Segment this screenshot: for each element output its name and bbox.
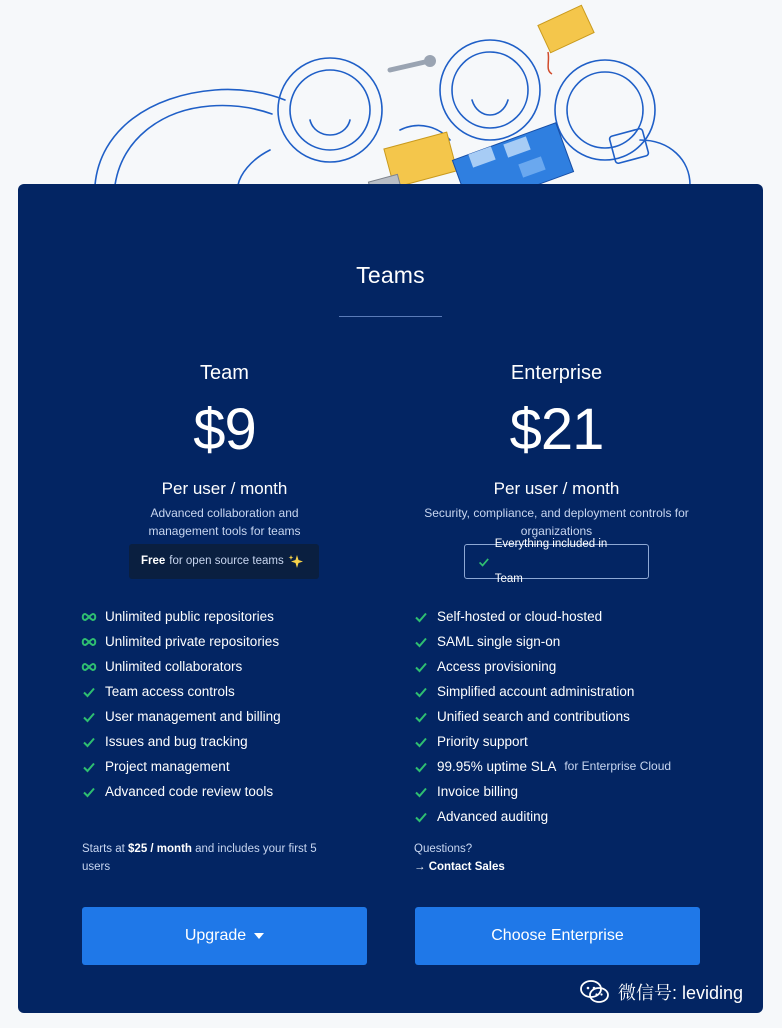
- list-item: [413, 779, 671, 804]
- feature-label: Simplified account administration: [437, 684, 635, 699]
- check-icon: [81, 759, 97, 775]
- list-item: [413, 729, 671, 754]
- feature-label: Access provisioning: [437, 659, 557, 674]
- check-icon: [477, 555, 491, 569]
- feature-label: Unlimited public repositories: [105, 609, 274, 624]
- team-plan-name: Team: [200, 362, 249, 384]
- list-item: [81, 704, 281, 729]
- list-item: [413, 704, 671, 729]
- caret-down-icon: [254, 933, 264, 939]
- check-icon: [413, 759, 429, 775]
- infinity-icon: [81, 659, 97, 675]
- check-icon: [413, 609, 429, 625]
- check-icon: [413, 784, 429, 800]
- list-item: [81, 729, 281, 754]
- check-icon: [413, 734, 429, 750]
- feature-label: Unlimited private repositories: [105, 634, 280, 649]
- free-badge-text: for open source teams: [169, 555, 284, 567]
- feature-label: Invoice billing: [437, 784, 519, 799]
- list-item: [81, 629, 281, 654]
- list-item: [413, 629, 671, 654]
- check-icon: [413, 809, 429, 825]
- team-plan-description: Advanced collaboration and management tools for teams: [148, 506, 301, 538]
- feature-label: Advanced auditing: [437, 809, 549, 824]
- list-item: [413, 604, 671, 629]
- card-title: Teams: [356, 262, 425, 288]
- infinity-icon: [81, 634, 97, 650]
- check-icon: [81, 784, 97, 800]
- enterprise-badge-text: Everything included in Team: [494, 537, 608, 585]
- team-plan-unit: Per user / month: [161, 479, 288, 498]
- wrench-icon: [390, 55, 436, 70]
- team-plan: [58, 360, 391, 540]
- team-plan-price: $9: [193, 397, 256, 462]
- feature-label: Self-hosted or cloud-hosted: [437, 609, 603, 624]
- free-open-source-badge: [129, 544, 319, 579]
- watermark-text: 微信号: leviding: [618, 983, 744, 1003]
- feature-label: Advanced code review tools: [105, 784, 274, 799]
- list-item: [413, 804, 671, 829]
- check-icon: [81, 684, 97, 700]
- check-icon: [413, 709, 429, 725]
- enterprise-feature-list: [413, 604, 671, 829]
- enterprise-plan-description: Security, compliance, and deployment controls for organizations: [424, 506, 689, 538]
- title-divider: [339, 316, 442, 317]
- feature-label: Team access controls: [105, 684, 235, 699]
- infinity-icon: [81, 609, 97, 625]
- feature-label: Project management: [105, 759, 230, 774]
- enterprise-plan-name: Enterprise: [510, 362, 603, 384]
- list-item: [81, 779, 281, 804]
- enterprise-plan: [390, 360, 723, 540]
- everything-included-badge: [464, 537, 649, 585]
- feature-label: Unlimited collaborators: [105, 659, 243, 674]
- team-feature-list: [81, 604, 281, 804]
- list-item: [81, 604, 281, 629]
- contact-sales-link[interactable]: → Contact Sales: [414, 861, 505, 873]
- pricing-card: [18, 184, 763, 1013]
- upgrade-button[interactable]: Upgrade: [82, 907, 367, 965]
- feature-label: Priority support: [437, 734, 528, 749]
- enterprise-contact-footnote: Questions? → Contact Sales: [414, 843, 505, 873]
- feature-label: SAML single sign-on: [437, 634, 561, 649]
- feature-label: Issues and bug tracking: [105, 734, 248, 749]
- wechat-icon: [580, 979, 610, 1005]
- feature-label: User management and billing: [105, 709, 281, 724]
- list-item: [81, 654, 281, 679]
- feature-note: for Enterprise Cloud: [564, 759, 672, 773]
- free-badge-bold: Free: [141, 555, 166, 567]
- check-icon: [413, 659, 429, 675]
- feature-label: 99.95% uptime SLA: [437, 759, 557, 774]
- list-item: [81, 754, 281, 779]
- choose-enterprise-button[interactable]: Choose Enterprise: [415, 907, 700, 965]
- wechat-watermark: [580, 978, 743, 1006]
- list-item: [413, 754, 671, 779]
- check-icon: [81, 734, 97, 750]
- enterprise-plan-unit: Per user / month: [493, 479, 620, 498]
- check-icon: [413, 634, 429, 650]
- check-icon: [81, 709, 97, 725]
- check-icon: [413, 684, 429, 700]
- sparkles-icon: [288, 554, 304, 570]
- team-pricing-footnote: Starts at $25 / month and includes your first 5 users: [82, 843, 317, 873]
- list-item: [81, 679, 281, 704]
- list-item: [413, 679, 671, 704]
- feature-label: Unified search and contributions: [437, 709, 630, 724]
- list-item: [413, 654, 671, 679]
- enterprise-plan-price: $21: [509, 397, 604, 462]
